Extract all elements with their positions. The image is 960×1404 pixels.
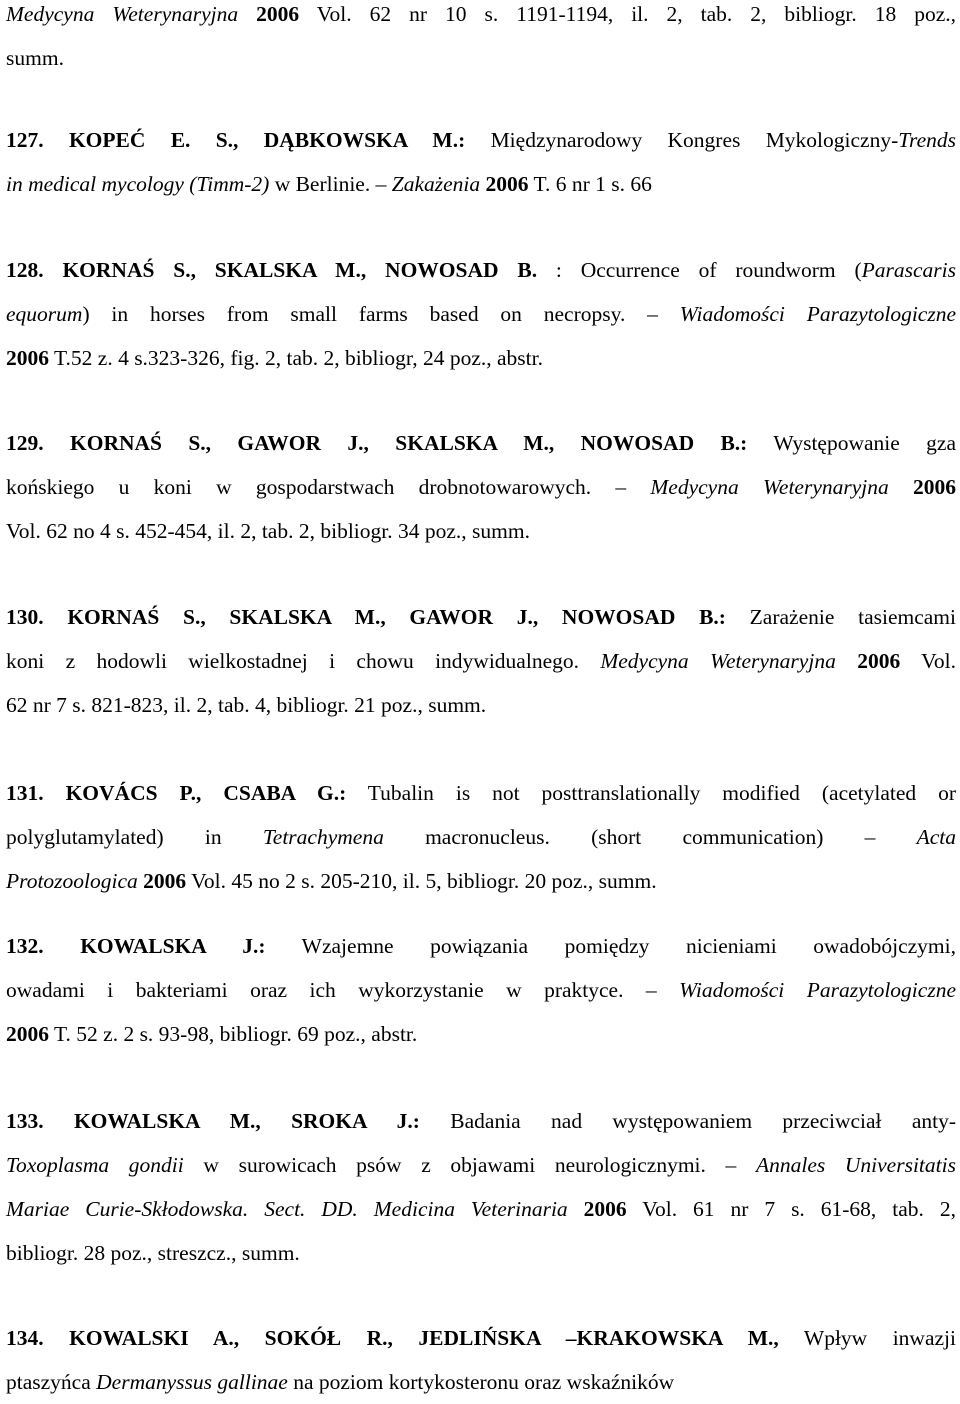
italic-text: Acta bbox=[916, 825, 956, 849]
entry-line bbox=[6, 1360, 956, 1404]
text-run: Vol. 45 no 2 s. 205-210, il. 5, bibliogr. 20 poz., summ. bbox=[186, 869, 657, 893]
entry-line bbox=[6, 859, 956, 903]
italic-text: Trends bbox=[898, 128, 956, 152]
text-run: koni z hodowli wielkostadnej i chowu indywidualnego. bbox=[6, 649, 601, 673]
entry-line bbox=[6, 36, 956, 80]
bibliography-entry-126-cont bbox=[6, 0, 956, 80]
bold-text: 130. KORNAŚ S., SKALSKA M., GAWOR J., NOWOSAD B.: bbox=[6, 605, 726, 629]
text-run: Vol. 62 no 4 s. 452-454, il. 2, tab. 2, bibliogr. 34 poz., summ. bbox=[6, 519, 530, 543]
entry-line bbox=[6, 1316, 956, 1360]
text-run: T. 6 nr 1 s. 66 bbox=[528, 172, 652, 196]
text-run bbox=[836, 649, 857, 673]
text-run: T. 52 z. 2 s. 93-98, bibliogr. 69 poz., abstr. bbox=[49, 1022, 418, 1046]
text-run: : Occurrence of roundworm ( bbox=[537, 258, 862, 282]
entry-line bbox=[6, 421, 956, 465]
entry-line bbox=[6, 465, 956, 509]
text-run: Występowanie gza bbox=[747, 431, 956, 455]
entry-line bbox=[6, 1187, 956, 1231]
text-run: summ. bbox=[6, 46, 64, 70]
entry-line bbox=[6, 1012, 956, 1056]
entry-line bbox=[6, 1231, 956, 1275]
text-run: ) in horses from small farms based on necropsy. – bbox=[82, 302, 680, 326]
entry-line bbox=[6, 771, 956, 815]
italic-text: Toxoplasma gondii bbox=[6, 1153, 184, 1177]
bold-text: 132. KOWALSKA J.: bbox=[6, 934, 266, 958]
italic-text: Parascaris bbox=[861, 258, 956, 282]
bold-text: 2006 bbox=[485, 172, 529, 196]
text-run: 62 nr 7 s. 821-823, il. 2, tab. 4, bibliogr. 21 poz., summ. bbox=[6, 693, 487, 717]
bibliography-entry-129 bbox=[6, 421, 956, 553]
text-run bbox=[568, 1197, 584, 1221]
text-run: końskiego u koni w gospodarstwach drobnotowarowych. – bbox=[6, 475, 651, 499]
entry-line bbox=[6, 248, 956, 292]
entry-line bbox=[6, 118, 956, 162]
italic-text: Protozoologica bbox=[6, 869, 138, 893]
entry-line bbox=[6, 683, 956, 727]
bold-text: 128. KORNAŚ S., SKALSKA M., NOWOSAD B. bbox=[6, 258, 538, 282]
text-run: T.52 z. 4 s.323-326, fig. 2, tab. 2, bibliogr, 24 poz., abstr. bbox=[49, 346, 543, 370]
entry-line bbox=[6, 968, 956, 1012]
italic-text: Medycyna Weterynaryjna bbox=[650, 475, 889, 499]
text-run: macronucleus. (short communication) – bbox=[383, 825, 917, 849]
text-run: Vol. 61 nr 7 s. 61-68, tab. 2, bbox=[626, 1197, 956, 1221]
bibliography-entry-130 bbox=[6, 595, 956, 727]
bibliography-entry-127 bbox=[6, 118, 956, 206]
bold-text: 2006 bbox=[143, 869, 187, 893]
entry-line bbox=[6, 336, 956, 380]
entry-line bbox=[6, 815, 956, 859]
italic-text: Wiadomości Parazytologiczne bbox=[679, 302, 957, 326]
entry-line bbox=[6, 509, 956, 553]
bold-text: 2006 bbox=[913, 475, 956, 499]
entry-line bbox=[6, 1143, 956, 1187]
bibliography-entry-133 bbox=[6, 1099, 956, 1275]
text-run: w surowicach psów z objawami neurologicznymi. – bbox=[183, 1153, 756, 1177]
entry-line bbox=[6, 595, 956, 639]
bold-text: 134. KOWALSKI A., SOKÓŁ R., JEDLIŃSKA –KRAKOWSKA M., bbox=[6, 1326, 779, 1350]
italic-text: Dermanyssus gallinae bbox=[96, 1370, 288, 1394]
text-run: na poziom kortykosteronu oraz wskaźników bbox=[287, 1370, 675, 1394]
bibliography-entry-132 bbox=[6, 924, 956, 1056]
bold-text: 2006 bbox=[857, 649, 901, 673]
text-run: Wzajemne powiązania pomiędzy nicieniami owadobójczymi, bbox=[265, 934, 956, 958]
bold-text: 127. KOPEĆ E. S., DĄBKOWSKA M.: bbox=[6, 128, 466, 152]
text-run: Zarażenie tasiemcami bbox=[725, 605, 956, 629]
bold-text: 2006 bbox=[6, 346, 49, 370]
bibliography-entry-131 bbox=[6, 771, 956, 903]
italic-text: equorum bbox=[6, 302, 83, 326]
entry-line bbox=[6, 292, 956, 336]
bold-text: 2006 bbox=[256, 2, 300, 26]
entry-line bbox=[6, 924, 956, 968]
italic-text: in medical mycology (Timm-2) bbox=[6, 172, 270, 196]
text-run: Vol. bbox=[900, 649, 957, 673]
bold-text: 2006 bbox=[6, 1022, 49, 1046]
italic-text: Annales Universitatis bbox=[755, 1153, 956, 1177]
bibliography-entry-134 bbox=[6, 1316, 956, 1404]
text-run bbox=[889, 475, 913, 499]
text-run: bibliogr. 28 poz., streszcz., summ. bbox=[6, 1241, 300, 1265]
bold-text: 2006 bbox=[583, 1197, 627, 1221]
text-run: Badania nad występowaniem przeciwciał anty- bbox=[419, 1109, 956, 1133]
text-run: Międzynarodowy Kongres Mykologiczny- bbox=[465, 128, 899, 152]
italic-text: Zakażenia bbox=[391, 172, 481, 196]
entry-line bbox=[6, 0, 956, 36]
bold-text: 133. KOWALSKA M., SROKA J.: bbox=[6, 1109, 420, 1133]
bibliography-entry-128 bbox=[6, 248, 956, 380]
italic-text: Medycyna Weterynaryjna bbox=[600, 649, 836, 673]
italic-text: Mariae Curie-Skłodowska. Sect. DD. Medicina Veterinaria bbox=[6, 1197, 568, 1221]
text-run: Tubalin is not posttranslationally modified (acetylated or bbox=[346, 781, 957, 805]
italic-text: Medycyna Weterynaryjna bbox=[6, 2, 239, 26]
text-run bbox=[238, 2, 256, 26]
text-run: polyglutamylated) in bbox=[6, 825, 263, 849]
entry-line bbox=[6, 639, 956, 683]
italic-text: Wiadomości Parazytologiczne bbox=[679, 978, 956, 1002]
text-run: Vol. 62 nr 10 s. 1191-1194, il. 2, tab. 2, bibliogr. 18 poz., bbox=[299, 2, 956, 26]
entry-line bbox=[6, 162, 956, 206]
bold-text: 131. KOVÁCS P., CSABA G.: bbox=[6, 781, 347, 805]
text-run: owadami i bakteriami oraz ich wykorzystanie w praktyce. – bbox=[6, 978, 680, 1002]
italic-text: Tetrachymena bbox=[262, 825, 384, 849]
bold-text: 129. KORNAŚ S., GAWOR J., SKALSKA M., NOWOSAD B.: bbox=[6, 431, 748, 455]
text-run: Wpływ inwazji bbox=[778, 1326, 956, 1350]
text-run: ptaszyńca bbox=[6, 1370, 97, 1394]
text-run: w Berlinie. – bbox=[269, 172, 392, 196]
entry-line bbox=[6, 1099, 956, 1143]
